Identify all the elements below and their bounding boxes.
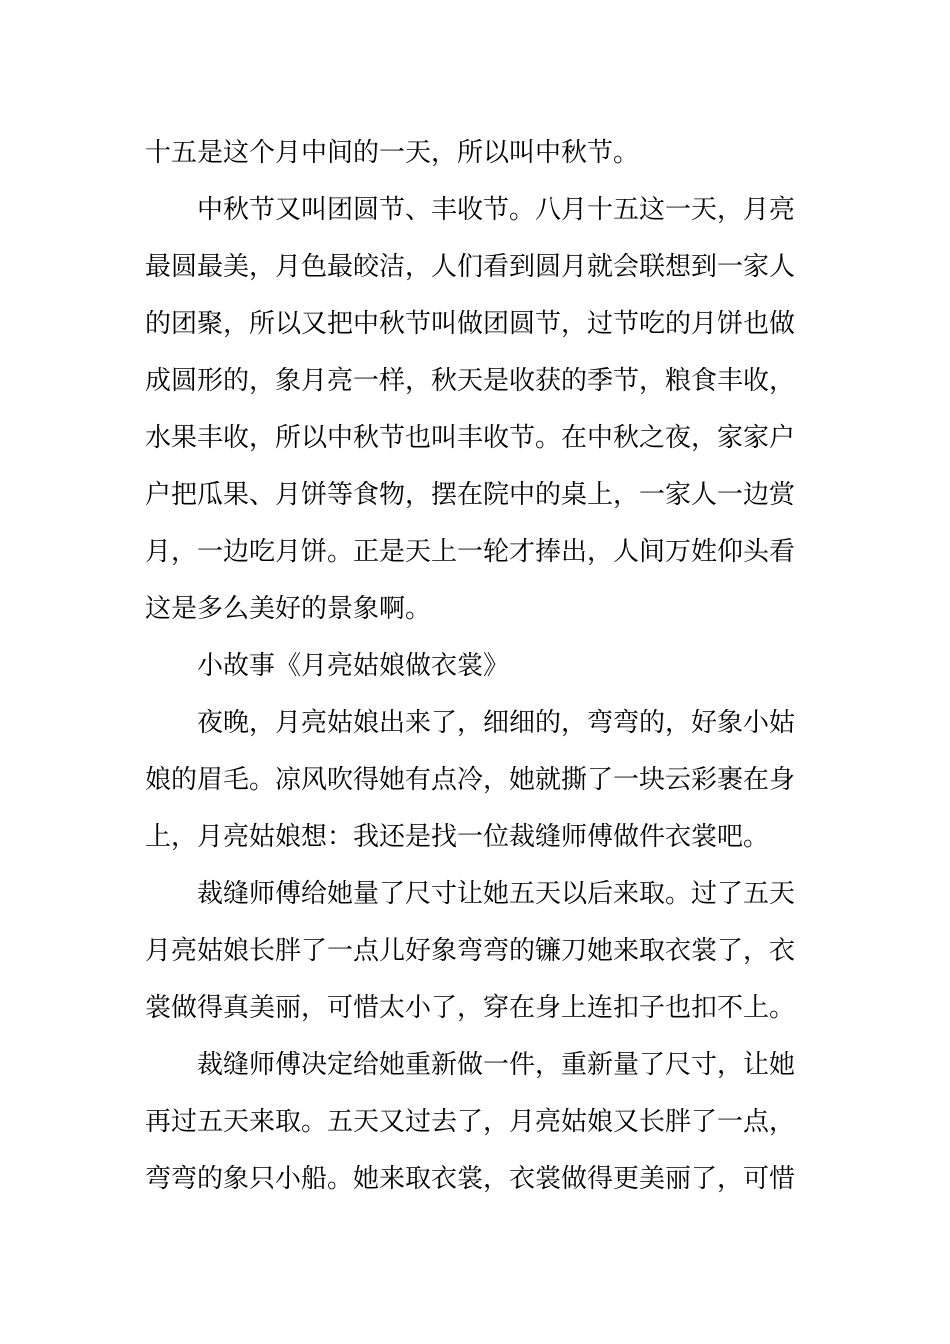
text-line: 户把瓜果、月饼等食物，摆在院中的桌上，一家人一边赏 xyxy=(145,480,796,510)
text-line: 水果丰收，所以中秋节也叫丰收节。在中秋之夜，家家户 xyxy=(145,423,796,453)
paragraph-start-line: 裁缝师傅决定给她重新做一件，重新量了尺寸，让她 xyxy=(197,1050,796,1080)
text-line: 的团聚，所以又把中秋节叫做团圆节，过节吃的月饼也做 xyxy=(145,309,796,339)
text-line: 最圆最美，月色最皎洁，人们看到圆月就会联想到一家人 xyxy=(145,252,796,282)
text-line: 娘的眉毛。凉风吹得她有点冷，她就撕了一块云彩裹在身 xyxy=(145,765,796,795)
paragraph-start-line: 中秋节又叫团圆节、丰收节。八月十五这一天，月亮 xyxy=(197,195,796,225)
text-line: 上，月亮姑娘想：我还是找一位裁缝师傅做件衣裳吧。 xyxy=(145,822,770,852)
text-line: 成圆形的，象月亮一样，秋天是收获的季节，粮食丰收， xyxy=(145,366,796,396)
text-line: 这是多么美好的景象啊。 xyxy=(145,594,432,624)
text-line: 裳做得真美丽，可惜太小了，穿在身上连扣子也扣不上。 xyxy=(145,993,796,1023)
text-line: 再过五天来取。五天又过去了，月亮姑娘又长胖了一点， xyxy=(145,1107,796,1137)
paragraph-start-line: 夜晚，月亮姑娘出来了，细细的，弯弯的，好象小姑 xyxy=(197,708,796,738)
text-line: 月，一边吃月饼。正是天上一轮才捧出，人间万姓仰头看 xyxy=(145,537,796,567)
text-line: 十五是这个月中间的一天，所以叫中秋节。 xyxy=(145,138,640,168)
text-line: 弯弯的象只小船。她来取衣裳，衣裳做得更美丽了，可惜 xyxy=(145,1164,796,1194)
paragraph-start-line: 裁缝师傅给她量了尺寸让她五天以后来取。过了五天 xyxy=(197,879,796,909)
story-title: 小故事《月亮姑娘做衣裳》 xyxy=(197,651,510,681)
text-line: 月亮姑娘长胖了一点儿好象弯弯的镰刀她来取衣裳了，衣 xyxy=(145,936,796,966)
